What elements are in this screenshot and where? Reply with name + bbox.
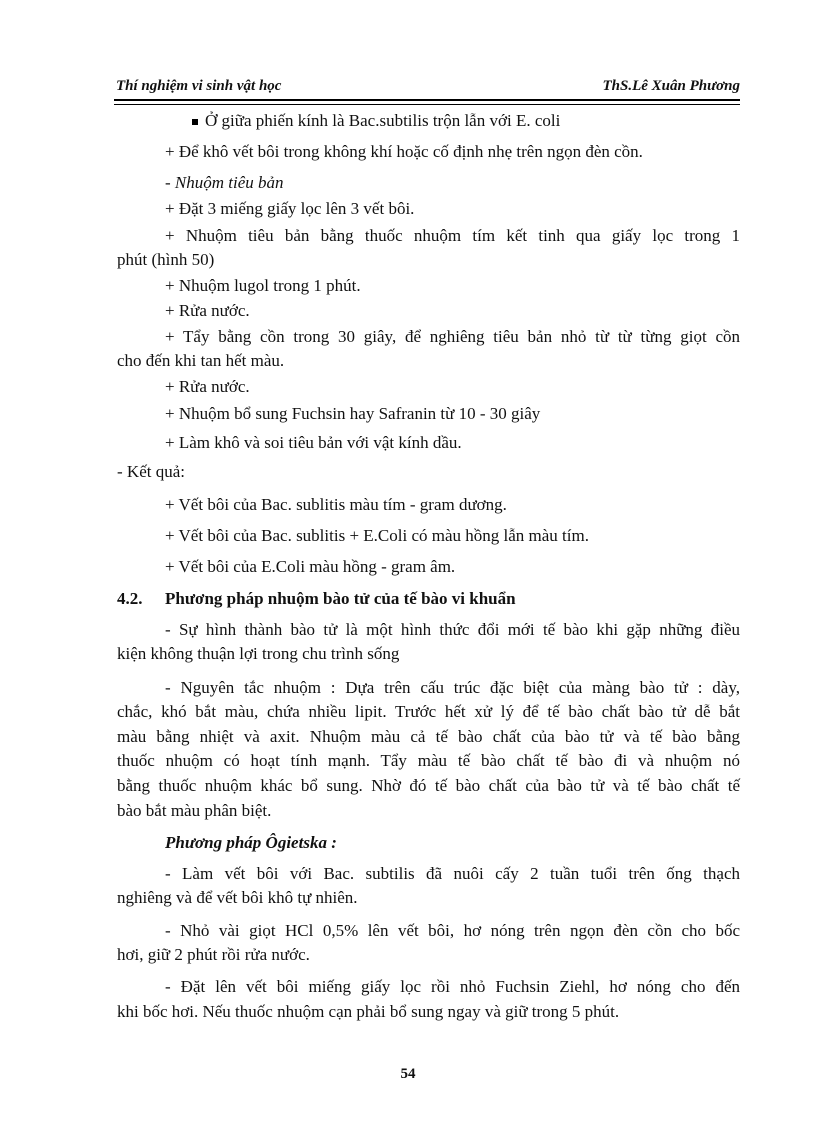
- body-line: + Vết bôi của Bac. sublitis màu tím - gram dương.: [165, 495, 507, 514]
- body-line: + Vết bôi của E.Coli màu hồng - gram âm.: [165, 557, 456, 576]
- page-number: 54: [400, 1066, 416, 1082]
- body-line: + Để khô vết bôi trong không khí hoặc cố định nhẹ trên ngọn đèn cồn.: [165, 142, 643, 161]
- body-line: - Đặt lên vết bôi miếng giấy lọc rồi nhỏ Fuchsin Ziehl, hơ nóng cho đến: [165, 977, 740, 996]
- body-line: + Nhuộm lugol trong 1 phút.: [165, 276, 361, 295]
- body-line: - Kết quả:: [117, 462, 185, 481]
- body-line: hơi, giữ 2 phút rồi rửa nước.: [117, 945, 310, 964]
- square-bullet-icon: [192, 119, 198, 125]
- body-line: màu bằng nhiệt và axit. Nhuộm màu cả tế bào chất của bào tử và tế bào bằng: [117, 727, 740, 746]
- header-author: ThS.Lê Xuân Phương: [602, 78, 740, 94]
- body-line: - Làm vết bôi với Bac. subtilis đã nuôi cấy 2 tuần tuổi trên ống thạch: [165, 864, 740, 883]
- body-line: - Nhỏ vài giọt HCl 0,5% lên vết bôi, hơ nóng trên ngọn đèn cồn cho bốc: [165, 921, 740, 940]
- running-header: [114, 76, 740, 98]
- body-line: bằng thuốc nhuộm khác bổ sung. Nhờ đó tế bào chất của bào tử và tế bào chất tế: [117, 776, 740, 795]
- body-line: kiện không thuận lợi trong chu trình sống: [117, 644, 400, 663]
- body-line: Ở giữa phiến kính là Bac.subtilis trộn lẫn với E. coli: [205, 111, 561, 130]
- body-line: - Nguyên tắc nhuộm : Dựa trên cấu trúc đặc biệt của màng bào tử : dày,: [165, 678, 740, 697]
- section-title: Phương pháp nhuộm bào tử của tế bào vi khuẩn: [165, 589, 516, 608]
- header-book-title: Thí nghiệm vi sinh vật học: [116, 78, 282, 94]
- body-line: + Tẩy bằng cồn trong 30 giây, để nghiêng tiêu bản nhỏ từ từ từng giọt cồn: [165, 327, 740, 346]
- body-line: + Rửa nước.: [165, 301, 250, 320]
- body-line: + Làm khô và soi tiêu bản với vật kính dầu.: [165, 433, 462, 452]
- body-line: bào bắt màu phân biệt.: [117, 801, 272, 820]
- body-line: nghiêng và để vết bôi khô tự nhiên.: [117, 888, 358, 907]
- body-line: + Rửa nước.: [165, 377, 250, 396]
- subheading-line: - Nhuộm tiêu bản: [165, 173, 284, 192]
- body-line: cho đến khi tan hết màu.: [117, 351, 285, 370]
- body-line: khi bốc hơi. Nếu thuốc nhuộm cạn phải bổ sung ngay và giữ trong 5 phút.: [117, 1002, 620, 1021]
- body-line: + Nhuộm tiêu bản bằng thuốc nhuộm tím kết tinh qua giấy lọc trong 1: [165, 226, 740, 245]
- body-line: + Đặt 3 miếng giấy lọc lên 3 vết bôi.: [165, 199, 415, 218]
- body-line: + Nhuộm bổ sung Fuchsin hay Safranin từ 10 - 30 giây: [165, 404, 541, 423]
- body-line: chắc, khó bắt màu, chứa nhiều lipit. Trước hết xử lý để tế bào chất bào tử dễ bắt: [117, 702, 740, 721]
- method-heading: Phương pháp Ôgietska :: [165, 833, 337, 852]
- header-rule: [114, 99, 740, 105]
- body-line: thuốc nhuộm có hoạt tính mạnh. Tẩy màu tế bào chất tế bào đi và nhuộm nó: [117, 751, 740, 770]
- body-line: phút (hình 50): [117, 250, 215, 269]
- body-line: + Vết bôi của Bac. sublitis + E.Coli có màu hồng lẫn màu tím.: [165, 526, 589, 545]
- section-number: 4.2.: [117, 589, 143, 608]
- body-line: - Sự hình thành bào tử là một hình thức đổi mới tế bào khi gặp những điều: [165, 620, 740, 639]
